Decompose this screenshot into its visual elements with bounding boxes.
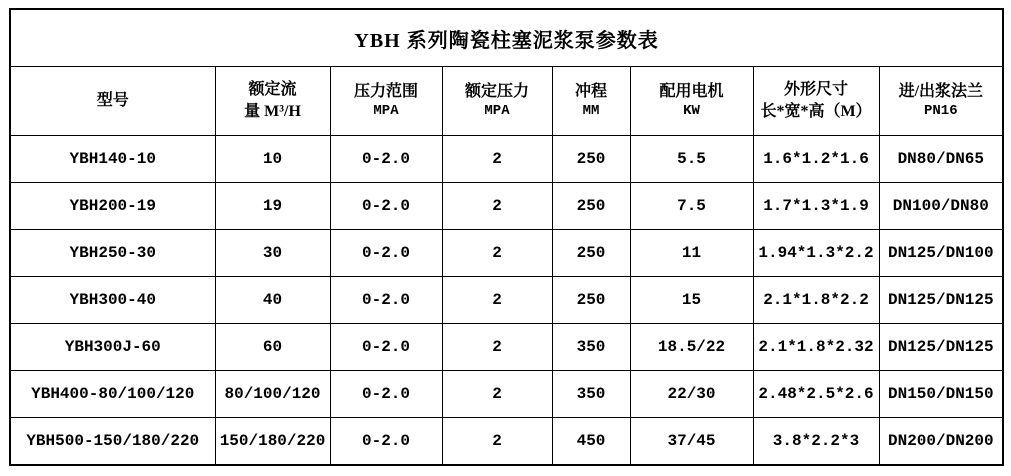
- cell-motor: 5.5: [630, 136, 753, 183]
- cell-rated-pressure: 2: [442, 183, 552, 230]
- cell-motor: 11: [630, 230, 753, 277]
- header-line2: KW: [683, 103, 700, 120]
- column-header-model: [10, 67, 215, 136]
- cell-dimensions: 1.94*1.3*2.2: [753, 230, 879, 277]
- cell-stroke: 250: [552, 277, 630, 324]
- cell-flange: DN125/DN100: [879, 230, 1003, 277]
- table-row: [10, 136, 1003, 183]
- cell-model: YBH400-80/100/120: [10, 371, 215, 418]
- cell-pressure-range: 0-2.0: [330, 277, 442, 324]
- table-row: [10, 230, 1003, 277]
- header-row: [10, 67, 1003, 136]
- header-line1: 冲程: [574, 82, 607, 100]
- cell-flange: DN150/DN150: [879, 371, 1003, 418]
- cell-flange: DN125/DN125: [879, 324, 1003, 371]
- specification-table: [9, 8, 1004, 466]
- cell-dimensions: 3.8*2.2*3: [753, 418, 879, 466]
- table-head: [10, 9, 1003, 136]
- column-header-flange: [879, 67, 1003, 136]
- header-line2: MPA: [484, 103, 510, 120]
- cell-rated-flow: 80/100/120: [215, 371, 330, 418]
- table-body: [10, 136, 1003, 466]
- header-line1: 外形尺寸: [783, 81, 848, 99]
- table-row: [10, 324, 1003, 371]
- cell-pressure-range: 0-2.0: [330, 371, 442, 418]
- cell-rated-flow: 60: [215, 324, 330, 371]
- cell-model: YBH300-40: [10, 277, 215, 324]
- column-header-motor: [630, 67, 753, 136]
- table-row: [10, 371, 1003, 418]
- cell-motor: 18.5/22: [630, 324, 753, 371]
- cell-motor: 7.5: [630, 183, 753, 230]
- cell-flange: DN100/DN80: [879, 183, 1003, 230]
- cell-stroke: 250: [552, 230, 630, 277]
- header-line1: 压力范围: [353, 82, 418, 100]
- header-line1: 配用电机: [659, 82, 724, 100]
- cell-model: YBH250-30: [10, 230, 215, 277]
- cell-pressure-range: 0-2.0: [330, 183, 442, 230]
- header-line1: 额定压力: [464, 82, 529, 100]
- column-header-stroke: [552, 67, 630, 136]
- cell-rated-flow: 10: [215, 136, 330, 183]
- cell-flange: DN200/DN200: [879, 418, 1003, 466]
- cell-pressure-range: 0-2.0: [330, 324, 442, 371]
- cell-pressure-range: 0-2.0: [330, 230, 442, 277]
- cell-motor: 22/30: [630, 371, 753, 418]
- table-row: [10, 277, 1003, 324]
- header-line2: PN16: [923, 103, 958, 120]
- table-row: [10, 183, 1003, 230]
- cell-model: YBH300J-60: [10, 324, 215, 371]
- title-row: [10, 9, 1003, 67]
- cell-rated-pressure: 2: [442, 136, 552, 183]
- header-line1: 进/出浆法兰: [898, 82, 984, 100]
- header-line2: MM: [582, 103, 600, 120]
- cell-model: YBH140-10: [10, 136, 215, 183]
- cell-rated-flow: 30: [215, 230, 330, 277]
- column-header-rated-pressure: [442, 67, 552, 136]
- cell-flange: DN80/DN65: [879, 136, 1003, 183]
- page-title: YBH 系列陶瓷柱塞泥浆泵参数表: [10, 9, 1003, 67]
- cell-pressure-range: 0-2.0: [330, 418, 442, 466]
- cell-stroke: 450: [552, 418, 630, 466]
- header-line2: 长*宽*高（M）: [760, 103, 872, 120]
- cell-rated-pressure: 2: [442, 230, 552, 277]
- cell-rated-flow: 19: [215, 183, 330, 230]
- cell-rated-pressure: 2: [442, 418, 552, 466]
- cell-dimensions: 2.1*1.8*2.2: [753, 277, 879, 324]
- column-header-pressure-range: [330, 67, 442, 136]
- cell-rated-pressure: 2: [442, 371, 552, 418]
- cell-stroke: 250: [552, 183, 630, 230]
- cell-stroke: 250: [552, 136, 630, 183]
- cell-motor: 15: [630, 277, 753, 324]
- cell-motor: 37/45: [630, 418, 753, 466]
- cell-rated-pressure: 2: [442, 324, 552, 371]
- cell-pressure-range: 0-2.0: [330, 136, 442, 183]
- cell-flange: DN125/DN125: [879, 277, 1003, 324]
- cell-dimensions: 1.7*1.3*1.9: [753, 183, 879, 230]
- column-header-dimensions: [753, 67, 879, 136]
- cell-rated-flow: 150/180/220: [215, 418, 330, 466]
- table-row: [10, 418, 1003, 466]
- cell-rated-pressure: 2: [442, 277, 552, 324]
- cell-model: YBH500-150/180/220: [10, 418, 215, 466]
- cell-dimensions: 1.6*1.2*1.6: [753, 136, 879, 183]
- cell-rated-flow: 40: [215, 277, 330, 324]
- header-line1: 型号: [96, 92, 129, 110]
- header-line2: MPA: [373, 103, 399, 120]
- column-header-rated-flow: [215, 67, 330, 136]
- cell-dimensions: 2.1*1.8*2.32: [753, 324, 879, 371]
- cell-stroke: 350: [552, 371, 630, 418]
- cell-stroke: 350: [552, 324, 630, 371]
- cell-dimensions: 2.48*2.5*2.6: [753, 371, 879, 418]
- header-line2: 量 M³/H: [244, 103, 301, 120]
- cell-model: YBH200-19: [10, 183, 215, 230]
- header-line1: 额定流: [248, 81, 297, 99]
